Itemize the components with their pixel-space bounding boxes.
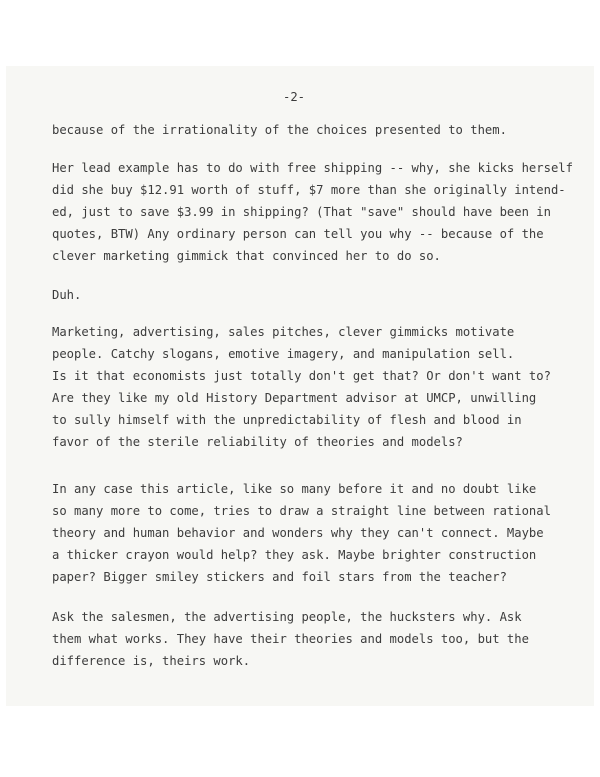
paragraph-6 (52, 606, 529, 672)
text-line: difference is, theirs work. (52, 654, 251, 668)
paragraph-5 (52, 478, 551, 588)
text-line: because of the irrationality of the choices presented to them. (52, 123, 507, 137)
paragraph-3 (52, 284, 81, 306)
text-line: a thicker crayon would help? they ask. Maybe brighter construction (52, 548, 537, 562)
text-line: Her lead example has to do with free shipping -- why, she kicks herself (52, 161, 573, 175)
paragraph-2 (52, 157, 573, 267)
text-line: Marketing, advertising, sales pitches, clever gimmicks motivate (52, 325, 515, 339)
text-line: Is it that economists just totally don't get that? Or don't want to? (52, 369, 551, 383)
text-line: them what works. They have their theories and models too, but the (52, 632, 529, 646)
text-line: paper? Bigger smiley stickers and foil stars from the teacher? (52, 570, 507, 584)
page-number: -2- (283, 90, 306, 104)
text-line: so many more to come, tries to draw a straight line between rational (52, 504, 551, 518)
paragraph-1 (52, 119, 507, 141)
text-line: favor of the sterile reliability of theories and models? (52, 435, 463, 449)
text-line: In any case this article, like so many before it and no doubt like (52, 482, 537, 496)
text-line: clever marketing gimmick that convinced her to do so. (52, 249, 441, 263)
text-line: people. Catchy slogans, emotive imagery, and manipulation sell. (52, 347, 515, 361)
paragraph-4 (52, 321, 551, 453)
text-line: Ask the salesmen, the advertising people, the hucksters why. Ask (52, 610, 522, 624)
text-line: did she buy $12.91 worth of stuff, $7 more than she originally intend- (52, 183, 566, 197)
text-line: Duh. (52, 288, 82, 302)
text-line: Are they like my old History Department advisor at UMCP, unwilling (52, 391, 537, 405)
text-line: quotes, BTW) Any ordinary person can tell you why -- because of the (52, 227, 544, 241)
text-line: to sully himself with the unpredictability of flesh and blood in (52, 413, 522, 427)
text-line: ed, just to save $3.99 in shipping? (That "save" should have been in (52, 205, 551, 219)
text-line: theory and human behavior and wonders why they can't connect. Maybe (52, 526, 544, 540)
